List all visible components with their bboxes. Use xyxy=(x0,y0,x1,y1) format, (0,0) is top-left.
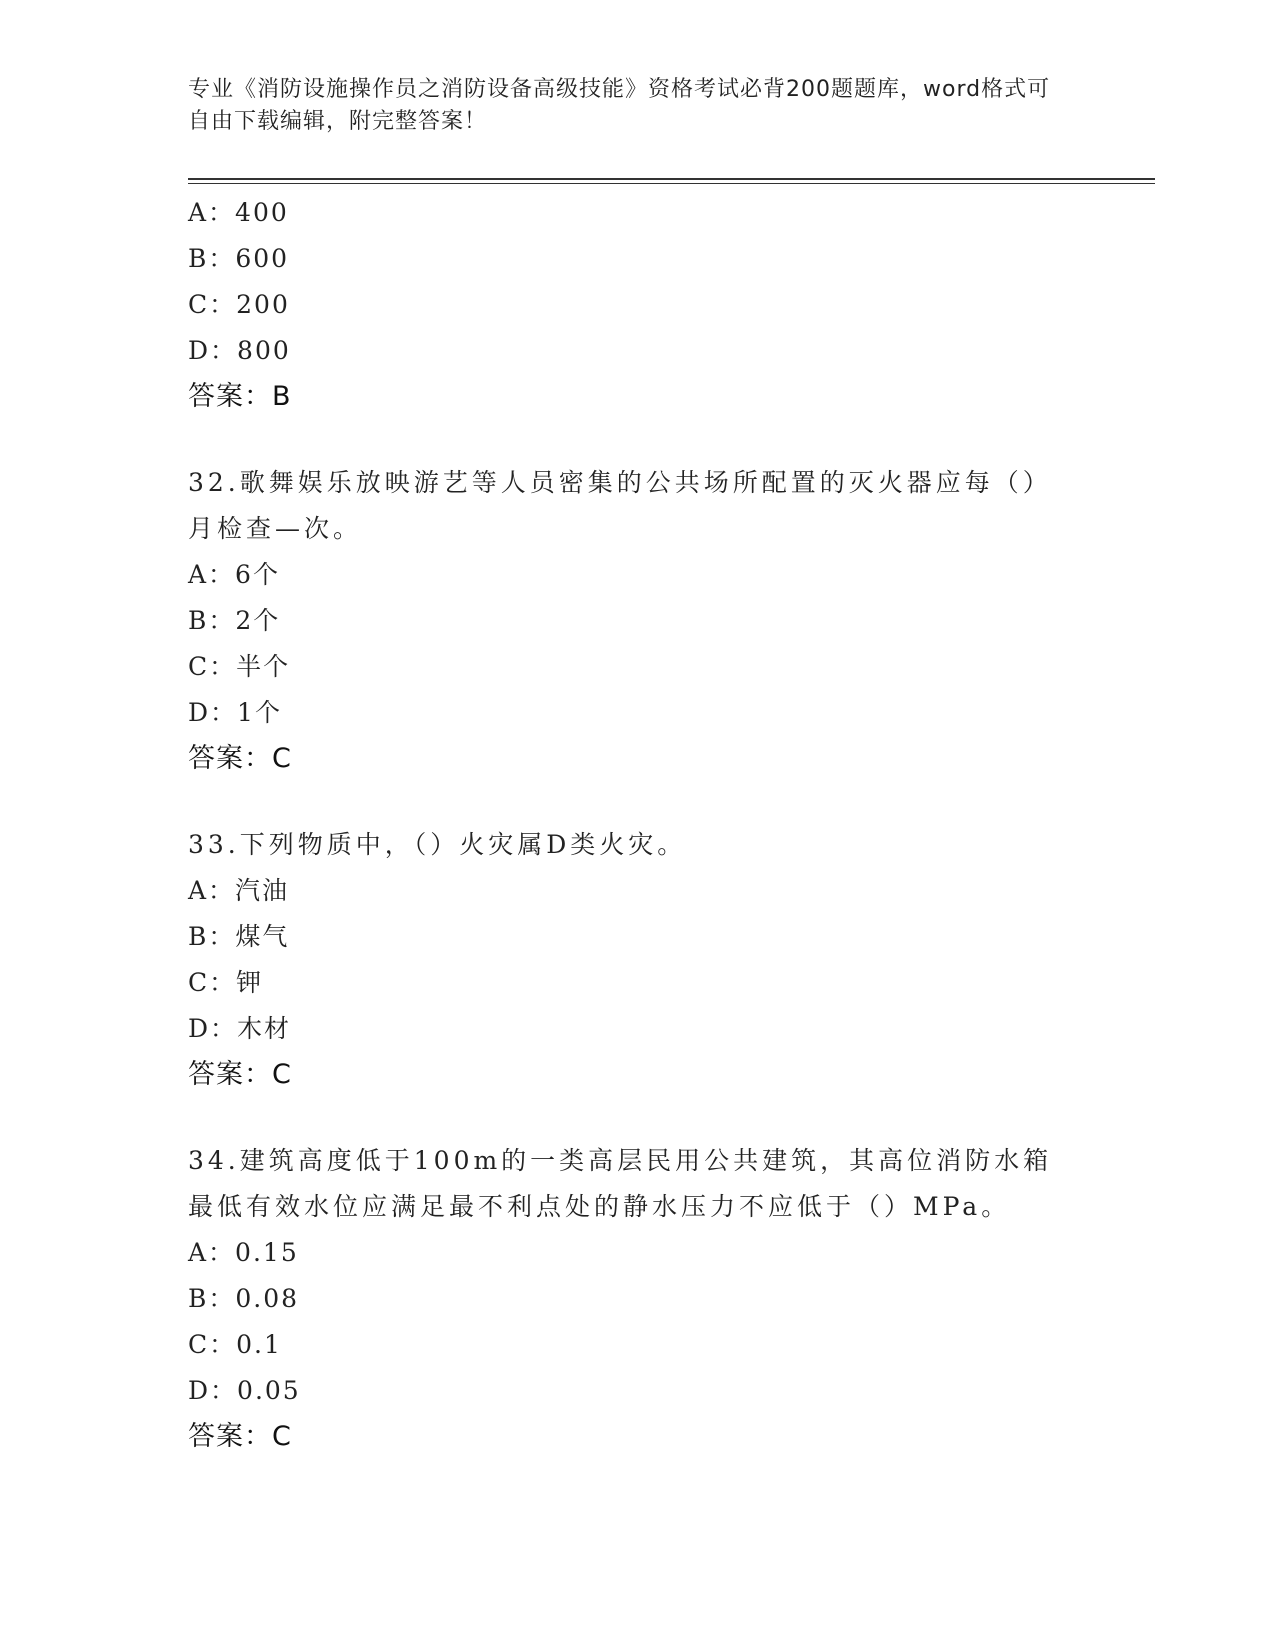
option-d: D：0.05 xyxy=(188,1376,301,1405)
option-a: A：汽油 xyxy=(188,876,290,905)
answer-line: 答案：B xyxy=(188,381,292,412)
question-list xyxy=(188,190,1088,1460)
document-header: 专业《消防设施操作员之消防设备高级技能》资格考试必背200题题库，word格式可自由下载编辑，附完整答案！ xyxy=(188,77,1051,134)
option-a: A：0.15 xyxy=(188,1238,299,1267)
question-31-block xyxy=(188,190,1088,420)
answer-line: 答案：C xyxy=(188,1059,292,1090)
answer-line: 答案：C xyxy=(188,743,292,774)
option-d: D：木材 xyxy=(188,1014,292,1043)
option-b: B：0.08 xyxy=(188,1284,300,1313)
option-d: D：1个 xyxy=(188,698,282,727)
question-stem: 34.建筑高度低于100m的一类高层民用公共建筑，其高位消防水箱最低有效水位应满足最不利点处的静水压力不应低于（）MPa。 xyxy=(188,1146,1053,1221)
option-b: B：2个 xyxy=(188,606,281,635)
option-c: C：200 xyxy=(188,290,290,319)
question-33-block xyxy=(188,822,1088,1098)
header-divider xyxy=(188,178,1155,180)
option-b: B：600 xyxy=(188,244,290,273)
option-b: B：煤气 xyxy=(188,922,290,951)
option-d: D：800 xyxy=(188,336,291,365)
header-divider-thin xyxy=(188,183,1155,184)
option-a: A：6个 xyxy=(188,560,280,589)
question-34-block xyxy=(188,1138,1088,1460)
question-32-block xyxy=(188,460,1088,782)
option-a: A：400 xyxy=(188,198,289,227)
option-c: C：钾 xyxy=(188,968,264,997)
answer-line: 答案：C xyxy=(188,1421,292,1452)
option-c: C：0.1 xyxy=(188,1330,282,1359)
question-stem: 33.下列物质中，（）火灾属D类火灾。 xyxy=(188,830,687,859)
option-c: C：半个 xyxy=(188,652,291,681)
question-stem: 32.歌舞娱乐放映游艺等人员密集的公共场所配置的灭火器应每（）月检查—次。 xyxy=(188,468,1052,543)
